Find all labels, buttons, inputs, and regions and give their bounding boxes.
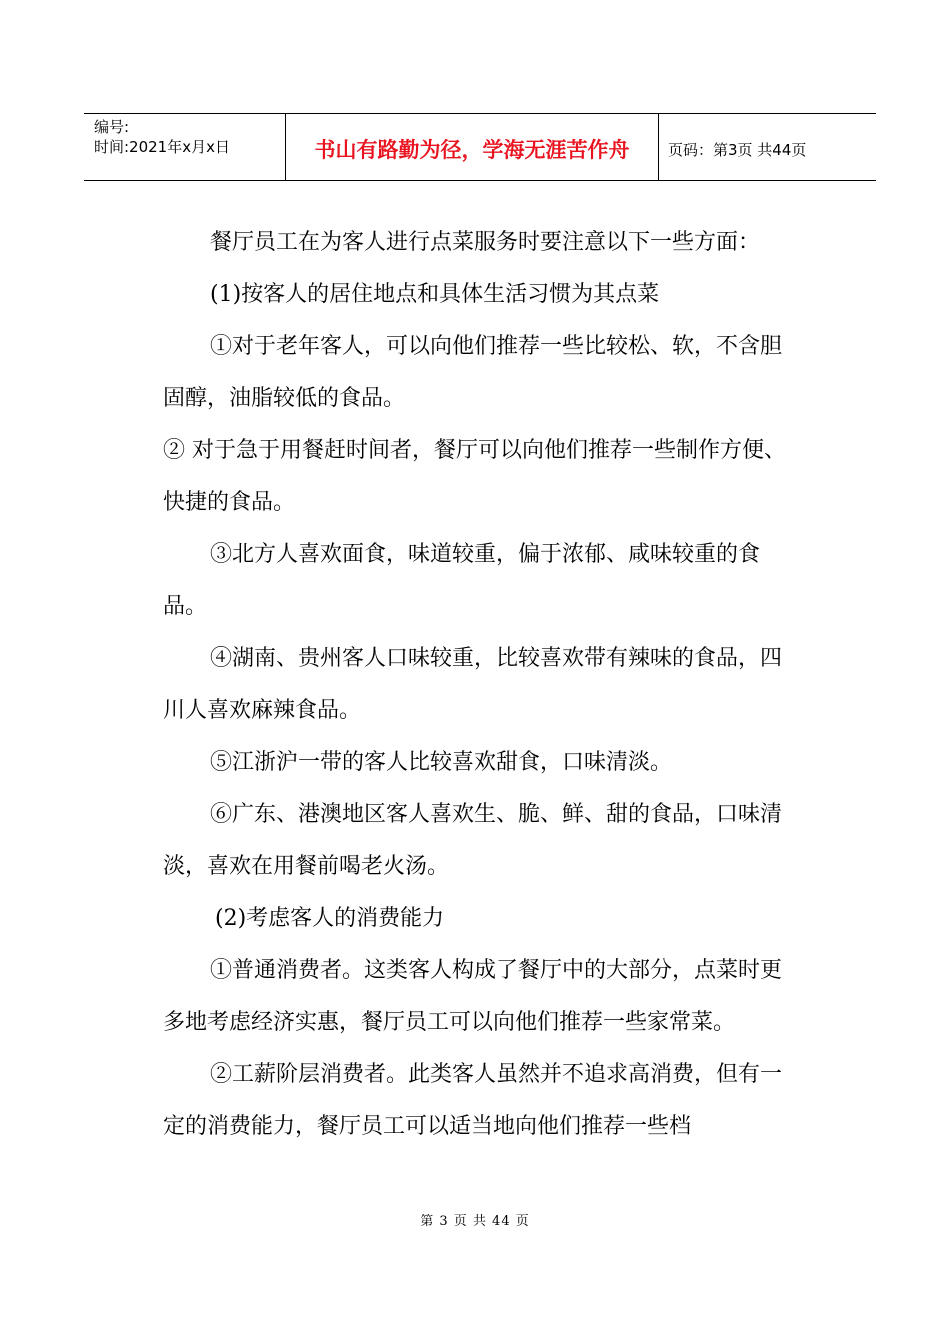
paragraph-section-1: (1)按客人的居住地点和具体生活习惯为其点菜 bbox=[210, 282, 660, 307]
document-header bbox=[84, 113, 876, 181]
paragraph-item: ②工薪阶层消费者。此类客人虽然并不追求高消费，但有一定的消费能力，餐厅员工可以适当地向他们推荐一些档 bbox=[163, 1062, 783, 1139]
paragraph-item: ④湖南、贵州客人口味较重，比较喜欢带有辣味的食品，四川人喜欢麻辣食品。 bbox=[163, 646, 783, 723]
paragraph-section-2: (2)考虑客人的消费能力 bbox=[215, 906, 445, 931]
paragraph-item: ③北方人喜欢面食，味道较重，偏于浓郁、咸味较重的食品。 bbox=[163, 542, 761, 619]
paragraph-item: ⑥广东、港澳地区客人喜欢生、脆、鲜、甜的食品，口味清淡，喜欢在用餐前喝老火汤。 bbox=[163, 802, 783, 879]
paragraph-item: ⑤江浙沪一带的客人比较喜欢甜食，口味清淡。 bbox=[210, 750, 673, 775]
header-page-cell bbox=[659, 114, 876, 180]
header-motto-cell bbox=[286, 114, 659, 180]
header-meta-cell bbox=[84, 114, 286, 180]
paragraph-intro: 餐厅员工在为客人进行点菜服务时要注意以下一些方面： bbox=[210, 230, 761, 255]
time-label: 时间:2021年x月x日 bbox=[94, 138, 230, 156]
paragraph-item: ①对于老年客人，可以向他们推荐一些比较松、软，不含胆固醇，油脂较低的食品。 bbox=[163, 334, 783, 411]
number-label: 编号: bbox=[94, 118, 130, 136]
motto-text: 书山有路勤为径，学海无涯苦作舟 bbox=[314, 138, 630, 162]
page-footer: 第 3 页 共 44 页 bbox=[420, 1214, 530, 1229]
paragraph-item: ①普通消费者。这类客人构成了餐厅中的大部分，点菜时更多地考虑经济实惠，餐厅员工可以向他们推荐一些家常菜。 bbox=[163, 958, 783, 1035]
page-info: 页码：第3页 共44页 bbox=[668, 140, 807, 159]
paragraph-item: ② 对于急于用餐赶时间者，餐厅可以向他们推荐一些制作方便、快捷的食品。 bbox=[163, 438, 786, 515]
document-body bbox=[163, 217, 803, 1153]
